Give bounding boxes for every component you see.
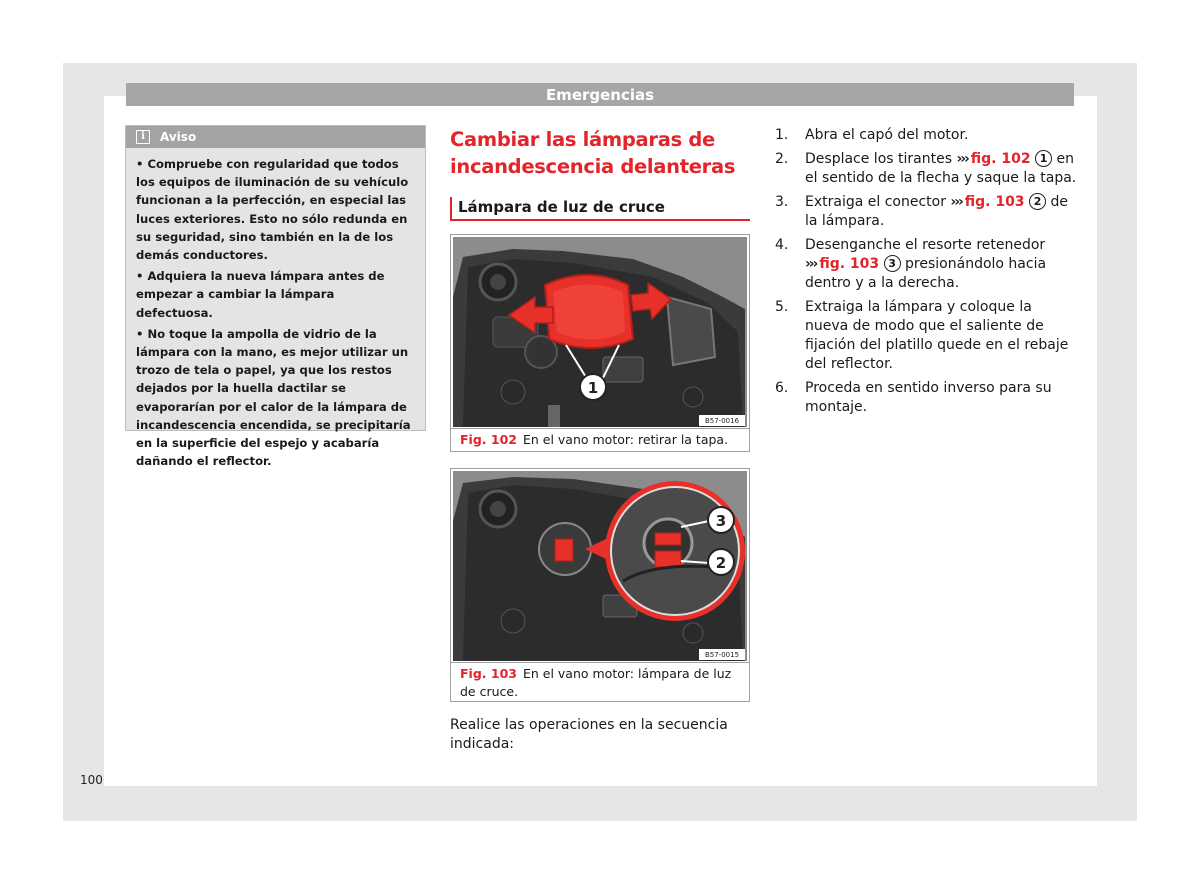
step-text xyxy=(805,193,1077,231)
notice-header xyxy=(126,126,425,148)
step-text xyxy=(805,126,968,145)
reference-arrow-icon: ››› xyxy=(950,194,962,210)
reference-arrow-icon: ››› xyxy=(956,151,968,167)
step-text xyxy=(805,298,1077,374)
step-number: 6. xyxy=(775,380,789,396)
figure-reference-link[interactable]: fig. 103 xyxy=(819,256,880,272)
text-run: en el sentido de la flecha y saque la tapa. xyxy=(805,151,1077,186)
info-icon: i xyxy=(136,130,150,144)
step-item xyxy=(775,379,1077,417)
caption-text: En el vano motor: lámpara de luz de cruce. xyxy=(460,666,732,699)
figure-marker: 3 xyxy=(715,512,727,530)
caption-text: En el vano motor: retirar la tapa. xyxy=(522,432,729,447)
subsection-title: Lámpara de luz de cruce xyxy=(458,198,665,216)
text-run xyxy=(879,256,883,272)
headlight-bulb-illustration xyxy=(453,471,747,661)
text-run: Abra el capó del motor. xyxy=(805,127,969,143)
step-text xyxy=(805,150,1077,188)
figure-102 xyxy=(450,234,750,452)
caption-divider xyxy=(451,662,749,663)
figure-marker: 2 xyxy=(715,554,727,572)
notice-box xyxy=(125,125,426,469)
page-number: 100 xyxy=(80,773,103,787)
text-run: de la lámpara. xyxy=(805,194,1068,229)
step-number: 5. xyxy=(775,299,789,315)
step-text xyxy=(805,379,1077,417)
notice-item: • Adquiera la nueva lámpara antes de empezar a cambiar la lámpara defectuosa. xyxy=(136,269,385,320)
step-item xyxy=(775,126,1077,145)
callout-number-icon: 3 xyxy=(884,255,901,272)
text-run: Proceda en sentido inverso para su montaje. xyxy=(805,380,1052,415)
figure-code: B57-0016 xyxy=(704,417,740,425)
step-item xyxy=(775,193,1077,231)
reference-arrow-icon: ››› xyxy=(805,256,817,272)
notice-title: Aviso xyxy=(160,130,197,144)
text-run: Desenganche el resorte retenedor xyxy=(805,237,1046,253)
step-item xyxy=(775,236,1077,293)
step-number: 3. xyxy=(775,194,789,210)
callout-number-icon: 1 xyxy=(1035,150,1052,167)
figure-reference-link[interactable]: fig. 103 xyxy=(964,194,1025,210)
figure-reference-link[interactable]: fig. 102 xyxy=(970,151,1031,167)
figure-caption xyxy=(460,431,741,449)
notice-body xyxy=(126,148,425,470)
headlight-rear-illustration xyxy=(453,237,747,427)
figure-code: B57-0015 xyxy=(704,651,740,659)
notice-item: • No toque la ampolla de vidrio de la lámpara con la mano, es mejor utilizar un trozo de tela o papel, ya que los restos dejados por la huella dactilar se evaporarían por el calor de la lámpara de incandescencia encendida, se precipitaría en la superficie del espejo y acabaría dañando el reflector. xyxy=(136,326,411,469)
subtitle-underline xyxy=(450,219,750,221)
figure-103 xyxy=(450,468,750,702)
figure-marker: 1 xyxy=(587,379,599,397)
step-item xyxy=(775,298,1077,374)
step-number: 1. xyxy=(775,127,789,143)
text-run: Extraiga el conector xyxy=(805,194,951,210)
caption-divider xyxy=(451,428,749,429)
chapter-header: Emergencias xyxy=(126,83,1074,106)
step-text xyxy=(805,236,1077,293)
text-run: presionándolo hacia dentro y a la derecha. xyxy=(805,256,1047,291)
figure-label: Fig. 102 xyxy=(460,432,517,447)
step-number: 4. xyxy=(775,237,789,253)
step-number: 2. xyxy=(775,151,789,167)
text-run: Desplace los tirantes xyxy=(805,151,957,167)
text-run: Extraiga la lámpara y coloque la nueva de modo que el saliente de fijación del platillo quede en el rebaje del reflector. xyxy=(805,299,1069,372)
intro-text: Realice las operaciones en la secuencia indicada: xyxy=(450,717,728,752)
notice-item: • Compruebe con regularidad que todos los equipos de iluminación de su vehículo funcionan a la perfección, en especial las luces exteriores. Esto no sólo redunda en su seguridad, sino también en la de los demás conductores. xyxy=(136,157,409,263)
figure-caption xyxy=(460,665,741,701)
callout-number-icon: 2 xyxy=(1029,193,1046,210)
steps-list xyxy=(775,126,1077,422)
section-title: Cambiar las lámparas de incandescencia delanteras xyxy=(450,128,736,178)
figure-label: Fig. 103 xyxy=(460,666,517,681)
step-item xyxy=(775,150,1077,188)
